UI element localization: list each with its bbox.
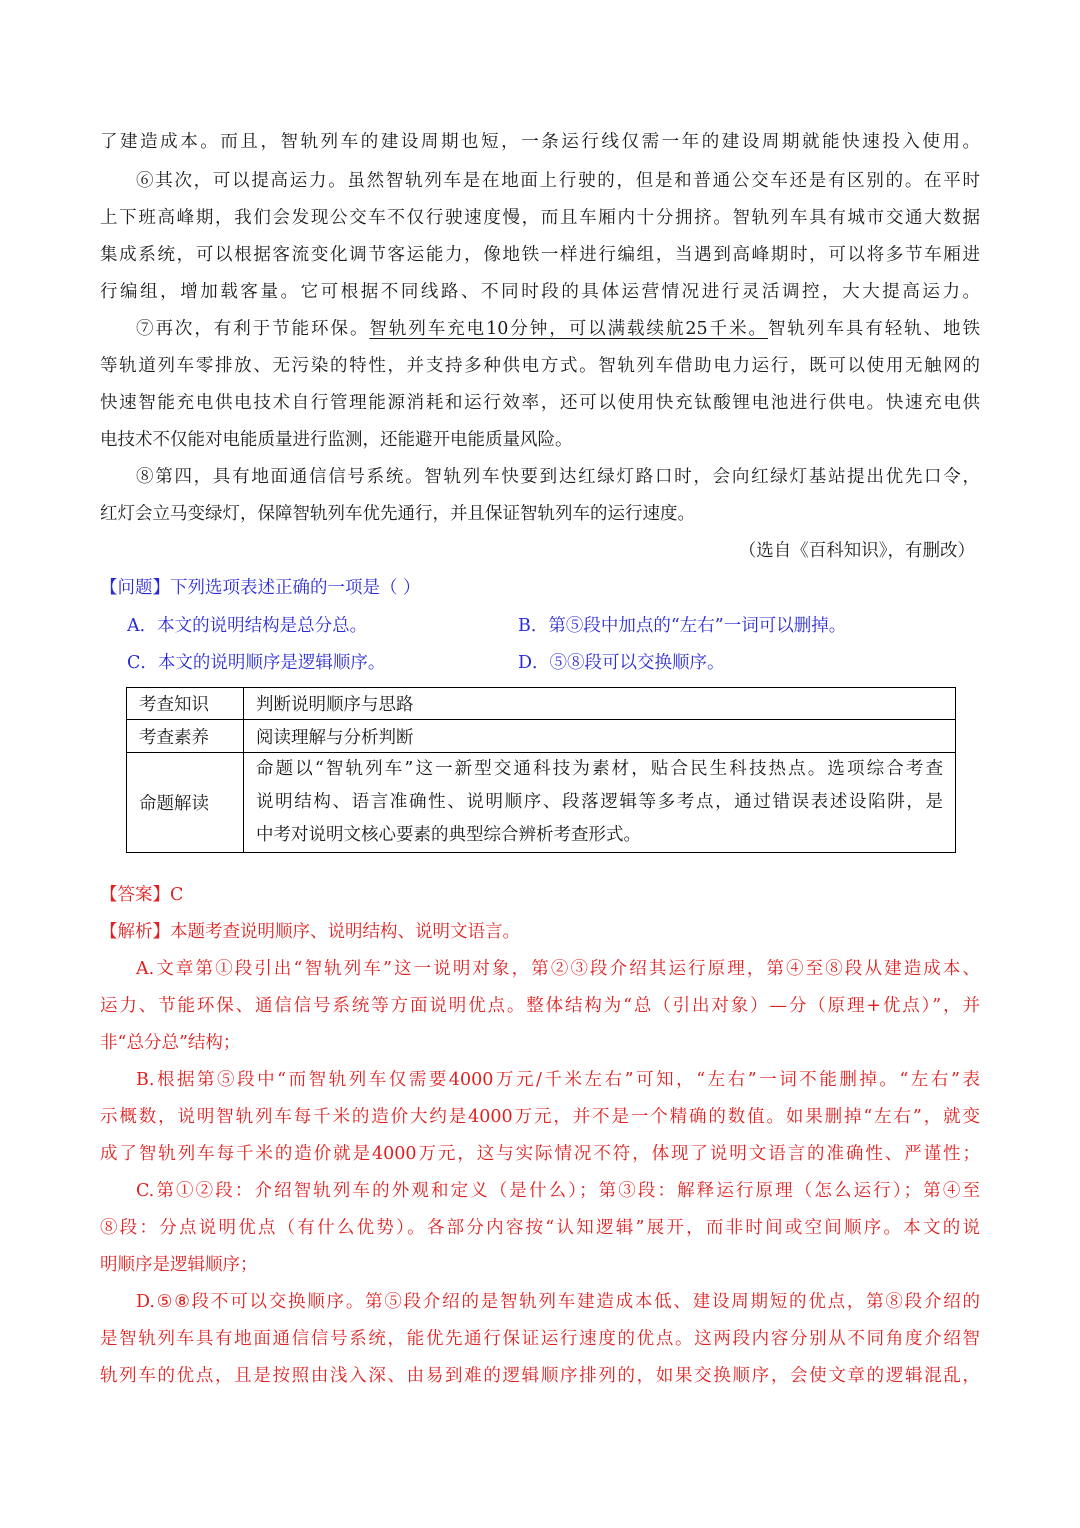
question-stem: 【问题】下列选项表述正确的一项是（ ） xyxy=(100,578,421,598)
passage-p6-line: 集成系统，可以根据客流变化调节客运能力，像地铁一样进行编组，当遇到高峰期时，可以将多节车厢进 xyxy=(100,245,980,265)
table-row xyxy=(127,753,956,853)
analysis-d-line: D.⑤⑧段不可以交换顺序。第⑤段介绍的是智轨列车建造成本低、建设周期短的优点，第⑧段介绍的 xyxy=(136,1292,980,1312)
analysis-b-line: 成了智轨列车每千米的造价就是4000万元，这与实际情况不符，体现了说明文语言的准确性、严谨性； xyxy=(100,1144,980,1164)
analysis-c-line: ⑧段：分点说明优点（有什么优势）。各部分内容按“认知逻辑”展开，而非时间或空间顺序。本文的说 xyxy=(100,1218,980,1238)
underlined-sentence: 智轨列车充电10分钟，可以满载续航25千米。 xyxy=(369,319,768,339)
table-key: 考查知识 xyxy=(127,688,244,720)
passage-p8-line: 红灯会立马变绿灯，保障智轨列车优先通行，并且保证智轨列车的运行速度。 xyxy=(100,504,695,524)
table-row xyxy=(127,688,956,720)
analysis-d-line: 轨列车的优点，且是按照由浅入深、由易到难的逻辑顺序排列的，如果交换顺序，会使文章的逻辑混乱， xyxy=(100,1366,980,1386)
analysis-intro: 【解析】本题考查说明顺序、说明结构、说明文语言。 xyxy=(100,922,520,942)
passage-p7-line: 等轨道列车零排放、无污染的特性，并支持多种供电方式。智轨列车借助电力运行，既可以使用无触网的 xyxy=(100,356,980,376)
option-b: B．第⑤段中加点的“左右”一词可以删掉。 xyxy=(518,616,847,636)
analysis-d-line: 是智轨列车具有地面通信信号系统，能优先通行保证运行速度的优点。这两段内容分别从不同角度介绍智 xyxy=(100,1329,980,1349)
option-d: D．⑤⑧段可以交换顺序。 xyxy=(518,653,725,673)
table-value: 判断说明顺序与思路 xyxy=(244,688,956,720)
passage-p6-line: 行编组，增加载客量。它可根据不同线路、不同时段的具体运营情况进行灵活调控，大大提高运力。 xyxy=(100,282,980,302)
passage-p7-line: 快速智能充电供电技术自行管理能源消耗和运行效率，还可以使用快充钛酸锂电池进行供电。快速充电供 xyxy=(100,393,980,413)
table-key: 命题解读 xyxy=(127,753,244,853)
passage-p7-line: ⑦再次，有利于节能环保。智轨列车充电10分钟，可以满载续航25千米。智轨列车具有轻轨、地铁 xyxy=(136,319,980,339)
exam-info-table xyxy=(126,687,956,853)
passage-line: 了建造成本。而且，智轨列车的建设周期也短，一条运行线仅需一年的建设周期就能快速投入使用。 xyxy=(100,132,980,152)
passage-p8-line: ⑧第四，具有地面通信信号系统。智轨列车快要到达红绿灯路口时，会向红绿灯基站提出优先口令， xyxy=(136,467,980,487)
table-row xyxy=(127,720,956,753)
analysis-c-line: 明顺序是逻辑顺序； xyxy=(100,1255,258,1275)
passage-p7-line: 电技术不仅能对电能质量进行监测，还能避开电能质量风险。 xyxy=(100,430,573,450)
table-key: 考查素养 xyxy=(127,720,244,753)
passage-source: （选自《百科知识》，有删改） xyxy=(738,541,975,561)
passage-p6-line: ⑥其次，可以提高运力。虽然智轨列车是在地面上行驶的，但是和普通公交车还是有区别的。在平时 xyxy=(136,171,980,191)
analysis-b-line: B.根据第⑤段中“而智轨列车仅需要4000万元/千米左右”可知，“左右”一词不能删掉。“左右”表 xyxy=(136,1070,980,1090)
analysis-c-line: C.第①②段：介绍智轨列车的外观和定义（是什么）；第③段：解释运行原理（怎么运行）；第④至 xyxy=(136,1181,980,1201)
analysis-a-line: 非“总分总”结构； xyxy=(100,1033,241,1053)
analysis-a-line: 运力、节能环保、通信信号系统等方面说明优点。整体结构为“总（引出对象）—分（原理+优点）”，并 xyxy=(100,996,980,1016)
table-value: 命题以“智轨列车”这一新型交通科技为素材，贴合民生科技热点。选项综合考查 说明结构、语言准确性、说明顺序、段落逻辑等多考点，通过错误表述设陷阱，是 中考对说明文核心要素的典型综合辨析考查形式。 xyxy=(244,753,956,853)
table-value: 阅读理解与分析判断 xyxy=(244,720,956,753)
option-c: C．本文的说明顺序是逻辑顺序。 xyxy=(127,653,386,673)
option-a: A．本文的说明结构是总分总。 xyxy=(127,616,368,636)
analysis-b-line: 示概数，说明智轨列车每千米的造价大约是4000万元，并不是一个精确的数值。如果删掉“左右”，就变 xyxy=(100,1107,980,1127)
analysis-a-line: A.文章第①段引出“智轨列车”这一说明对象，第②③段介绍其运行原理，第④至⑧段从建造成本、 xyxy=(136,959,980,979)
passage-p6-line: 上下班高峰期，我们会发现公交车不仅行驶速度慢，而且车厢内十分拥挤。智轨列车具有城市交通大数据 xyxy=(100,208,980,228)
answer-line: 【答案】C xyxy=(100,885,184,905)
